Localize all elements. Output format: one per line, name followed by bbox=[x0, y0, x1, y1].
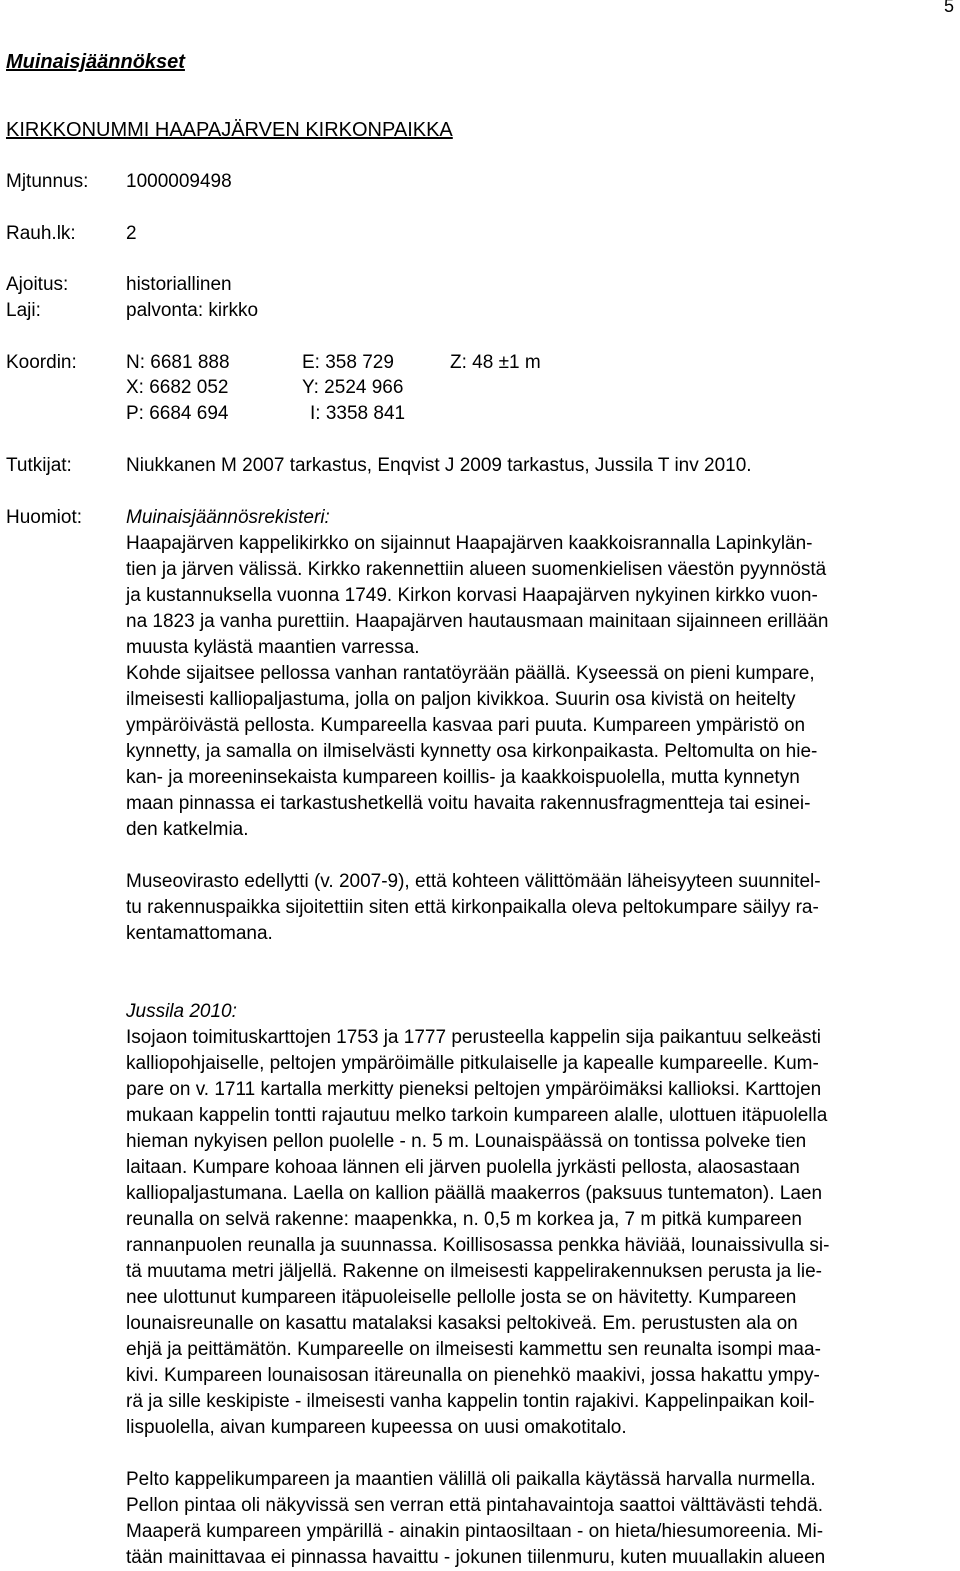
tutkijat-value: Niukkanen M 2007 tarkastus, Enqvist J 2009 tarkastus, Jussila T inv 2010. bbox=[126, 455, 752, 476]
registry-line: maan pinnassa ei tarkastushetkellä voitu havaita rakennusfragmentteja tai esinei- bbox=[126, 793, 811, 814]
pelto-line: Maaperä kumpareen ympärillä - ainakin pintaosiltaan - on hieta/hiesumoreenia. Mi- bbox=[126, 1521, 824, 1542]
registry-line: tien ja järven välissä. Kirkko rakennettiin alueen suomenkielisen väestön pyynnöstä bbox=[126, 559, 827, 580]
koordin-label: Koordin: bbox=[6, 352, 77, 373]
laji-value: palvonta: kirkko bbox=[126, 300, 259, 321]
coord-e: E: 358 729 bbox=[302, 352, 394, 373]
jussila-line: nee ulottunut kumpareen itäpuoleiselle pellolle josta se on hävitetty. Kumpareen bbox=[126, 1287, 797, 1308]
tutkijat-label: Tutkijat: bbox=[6, 455, 72, 476]
registry-line: Kohde sijaitsee pellossa vanhan rantatöyrään päällä. Kyseessä on pieni kumpare, bbox=[126, 663, 815, 684]
jussila-line: pare on v. 1711 kartalla merkitty pieneksi peltojen ympäröimäksi kallioksi. Karttojen bbox=[126, 1079, 822, 1100]
jussila-line: mukaan kappelin tontti rajautuu melko tarkoin kumpareen alalle, ulottuen itäpuolella bbox=[126, 1105, 828, 1126]
mjtunnus-label: Mjtunnus: bbox=[6, 171, 89, 192]
jussila-line: lispuolella, aivan kumpareen kupeessa on uusi omakotitalo. bbox=[126, 1417, 627, 1438]
pelto-line: Pellon pintaa oli näkyvissä sen verran että pintahavaintoja saattoi välttävästi tehdä. bbox=[126, 1495, 824, 1516]
jussila-line: tä muutama metri jäljellä. Rakenne on ilmeisesti kappelirakennuksen perusta ja lie- bbox=[126, 1261, 822, 1282]
jussila-line: reunalla on selvä rakenne: maapenkka, n. 0,5 m korkea ja, 7 m pitkä kumpareen bbox=[126, 1209, 802, 1230]
pelto-line: Pelto kappelikumpareen ja maantien välillä oli paikalla käytässä harvalla nurmella. bbox=[126, 1469, 816, 1490]
ajoitus-value: historiallinen bbox=[126, 274, 232, 295]
jussila-line: rannanpuolen reunalla ja suunnassa. Koillisosassa penkka häviää, lounaissivulla si- bbox=[126, 1235, 830, 1256]
coord-i: I: 3358 841 bbox=[310, 403, 406, 424]
registry-line: kan- ja moreeninsekaista kumpareen koillis- ja kaakkoispuolella, mutta kynnetyn bbox=[126, 767, 800, 788]
registry-line: kynnetty, ja samalla on ilmiselvästi kynnetty osa kirkonpaikasta. Peltomulta on hie- bbox=[126, 741, 818, 762]
notes-body bbox=[126, 505, 960, 1571]
registry-line: ja kustannuksella vuonna 1749. Kirkon korvasi Haapajärven nykyinen kirkko vuon- bbox=[126, 585, 818, 606]
registry-line: ilmeisesti kalliopaljastuma, jolla on paljon kivikkoa. Suurin osa kivistä on heitelty bbox=[126, 689, 796, 710]
rauhlk-value: 2 bbox=[126, 223, 137, 244]
registry-heading: Muinaisjäännösrekisteri: bbox=[126, 507, 330, 528]
jussila-line: rä ja sille keskipiste - ilmeisesti vanha kappelin tontin rajakivi. Kappelinpaikan koil- bbox=[126, 1391, 815, 1412]
registry-line: Haapajärven kappelikirkko on sijainnut Haapajärven kaakkoisrannalla Lapinkylän- bbox=[126, 533, 813, 554]
jussila-line: ehjä ja peittämätön. Kumpareelle on ilmeisesti kammettu sen reunalta isompi maa- bbox=[126, 1339, 821, 1360]
coord-y: Y: 2524 966 bbox=[302, 377, 404, 398]
registry-line: ympäröivästä pellosta. Kumpareella kasvaa pari puuta. Kumpareen ympäristö on bbox=[126, 715, 806, 736]
coord-n: N: 6681 888 bbox=[126, 352, 230, 373]
registry-line: muusta kylästä maantien varressa. bbox=[126, 637, 420, 658]
pelto-line: tään mainittavaa ei pinnassa havaittu - jokunen tiilenmuru, kuten muuallakin alueen bbox=[126, 1547, 826, 1568]
jussila-line: lounaisreunalle on kasattu matalaksi kasaksi peltokiveä. Em. perustusten ala on bbox=[126, 1313, 798, 1334]
museo-line: tu rakennuspaikka sijoitettiin siten että kirkonpaikalla oleva peltokumpare säilyy ra- bbox=[126, 897, 819, 918]
huomiot-label: Huomiot: bbox=[6, 507, 83, 528]
jussila-line: kalliopaljastumana. Laella on kallion päällä maakerros (paksuus tuntematon). Laen bbox=[126, 1183, 823, 1204]
site-title: KIRKKONUMMI HAAPAJÄRVEN KIRKONPAIKKA bbox=[6, 119, 453, 141]
registry-line: den katkelmia. bbox=[126, 819, 249, 840]
jussila-line: hieman nykyisen pellon puolelle - n. 5 m. Lounaispäässä on tontissa polveke tien bbox=[126, 1131, 807, 1152]
jussila-line: kivi. Kumpareen lounaisosan itäreunalla on pienehkö maakivi, jossa hakattu ympy- bbox=[126, 1365, 820, 1386]
coord-z: Z: 48 ±1 m bbox=[450, 352, 541, 373]
registry-line: na 1823 ja vanha purettiin. Haapajärven hautausmaan mainitaan sijainneen erillään bbox=[126, 611, 829, 632]
rauhlk-label: Rauh.lk: bbox=[6, 223, 76, 244]
page-number: 5 bbox=[943, 0, 954, 16]
jussila-line: Isojaon toimituskarttojen 1753 ja 1777 perusteella kappelin sija paikantuu selkeästi bbox=[126, 1027, 821, 1048]
museo-line: Museovirasto edellytti (v. 2007-9), että kohteen välittömään läheisyyteen suunnitel- bbox=[126, 871, 821, 892]
jussila-line: kalliopohjaiselle, peltojen ympäröimälle pitkulaiselle ja kapealle kumpareelle. Kum- bbox=[126, 1053, 819, 1074]
coord-p: P: 6684 694 bbox=[126, 403, 229, 424]
laji-label: Laji: bbox=[6, 300, 41, 321]
coord-x: X: 6682 052 bbox=[126, 377, 229, 398]
museo-line: kentamattomana. bbox=[126, 923, 273, 944]
section-title: Muinaisjäännökset bbox=[6, 51, 185, 73]
mjtunnus-value: 1000009498 bbox=[126, 171, 232, 192]
ajoitus-label: Ajoitus: bbox=[6, 274, 69, 295]
jussila-heading: Jussila 2010: bbox=[126, 1001, 237, 1022]
jussila-line: laitaan. Kumpare kohoaa lännen eli järven puolella jyrkästi pellosta, alaosastaan bbox=[126, 1157, 800, 1178]
